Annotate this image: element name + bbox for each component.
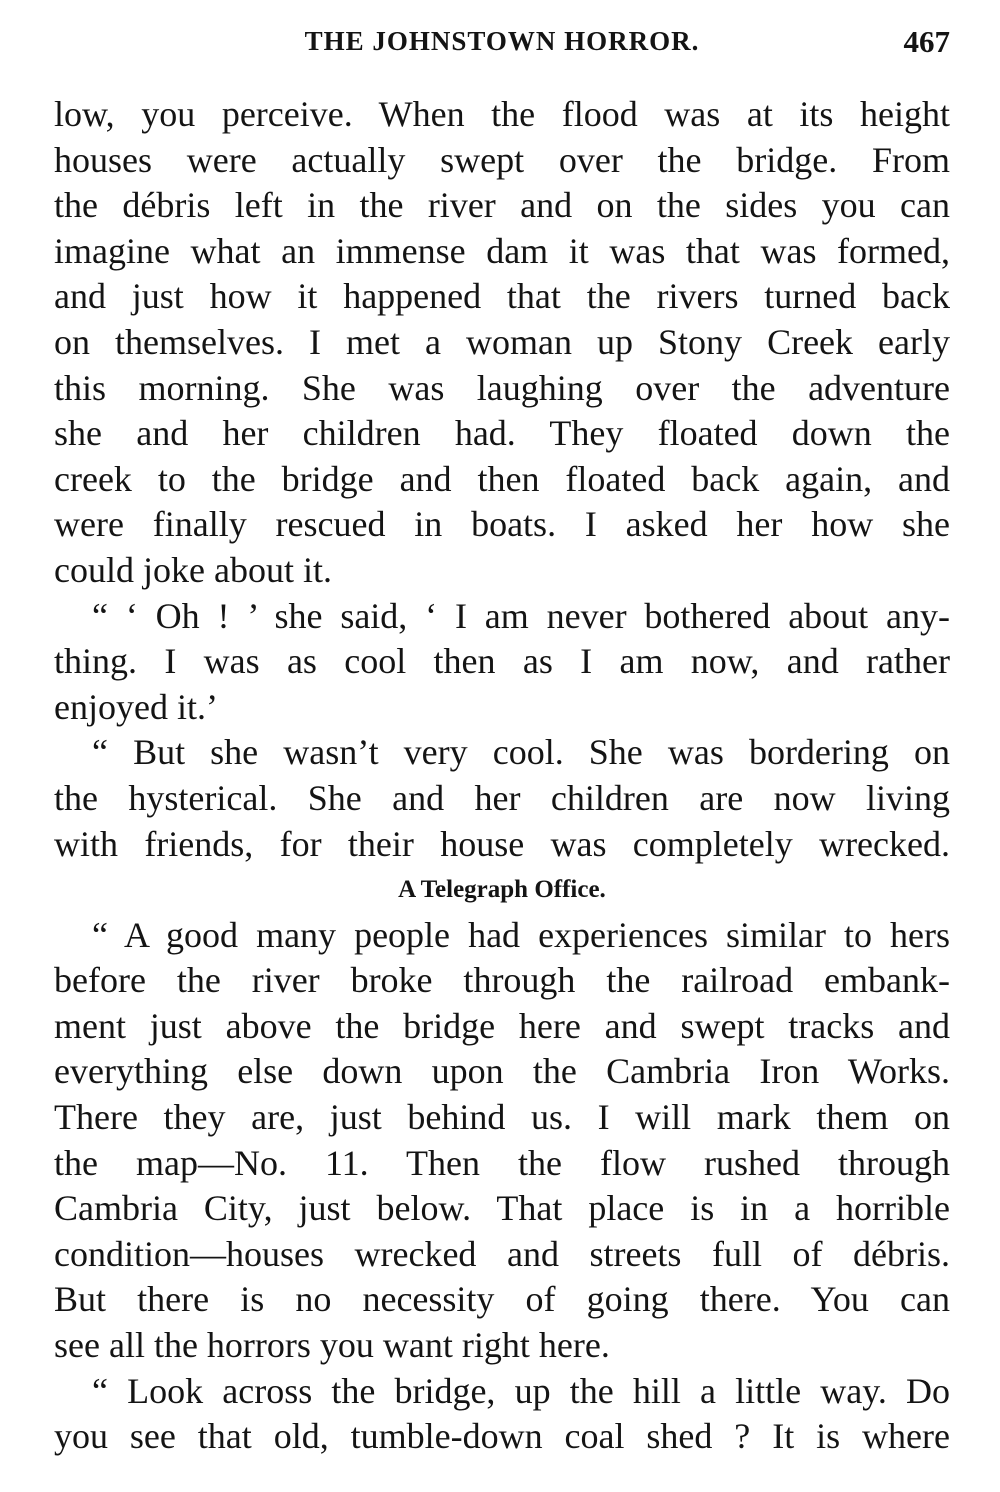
text-line: and just how it happened that the rivers turned back (54, 276, 950, 317)
text-line: everything else down upon the Cambria Iron Works. (54, 1051, 950, 1092)
text-line: houses were actually swept over the bridge. From (54, 139, 950, 180)
text-line: creek to the bridge and then floated back again, and (54, 458, 950, 499)
page-number: 467 (903, 24, 950, 59)
text-line: could joke about it. (54, 549, 332, 590)
text-line: the map—No. 11. Then the flow rushed through (54, 1142, 950, 1183)
text-line: “ ‘ Oh ! ’ she said, ‘ I am never bothered about any- (92, 595, 950, 636)
section-subheading: A Telegraph Office. (398, 876, 606, 904)
text-line: “ But she wasn’t very cool. She was bordering on (92, 732, 950, 773)
text-line: on themselves. I met a woman up Stony Creek early (54, 321, 950, 362)
text-line: see all the horrors you want right here. (54, 1325, 610, 1366)
text-line: low, you perceive. When the flood was at its height (54, 94, 950, 134)
text-line: thing. I was as cool then as I am now, and rather (54, 641, 950, 682)
text-line: condition—houses wrecked and streets full of débris. (54, 1233, 950, 1274)
body-text (54, 92, 950, 1460)
running-head (54, 26, 950, 66)
text-line: the hysterical. She and her children are now living (54, 777, 950, 818)
text-line: with friends, for their house was completely wrecked. (54, 823, 950, 864)
text-line: There they are, just behind us. I will mark them on (54, 1097, 950, 1138)
text-line: the débris left in the river and on the sides you can (54, 185, 950, 226)
text-line: But there is no necessity of going there. You can (54, 1279, 950, 1320)
text-line: imagine what an immense dam it was that was formed, (54, 230, 950, 271)
text-line: this morning. She was laughing over the adventure (54, 367, 950, 408)
running-title: THE JOHNSTOWN HORROR. (304, 26, 700, 56)
text-line: she and her children had. They floated down the (54, 413, 950, 454)
text-line: enjoyed it.’ (54, 686, 218, 727)
text-line: before the river broke through the railroad embank- (54, 960, 950, 1001)
text-line: “ Look across the bridge, up the hill a little way. Do (92, 1370, 950, 1411)
text-line: you see that old, tumble-down coal shed ? It is where (54, 1416, 950, 1457)
text-line: Cambria City, just below. That place is in a horrible (54, 1188, 950, 1229)
text-line: “ A good many people had experiences similar to hers (92, 914, 950, 955)
text-line: ment just above the bridge here and swept tracks and (54, 1005, 950, 1046)
text-line: were finally rescued in boats. I asked her how she (54, 504, 950, 545)
